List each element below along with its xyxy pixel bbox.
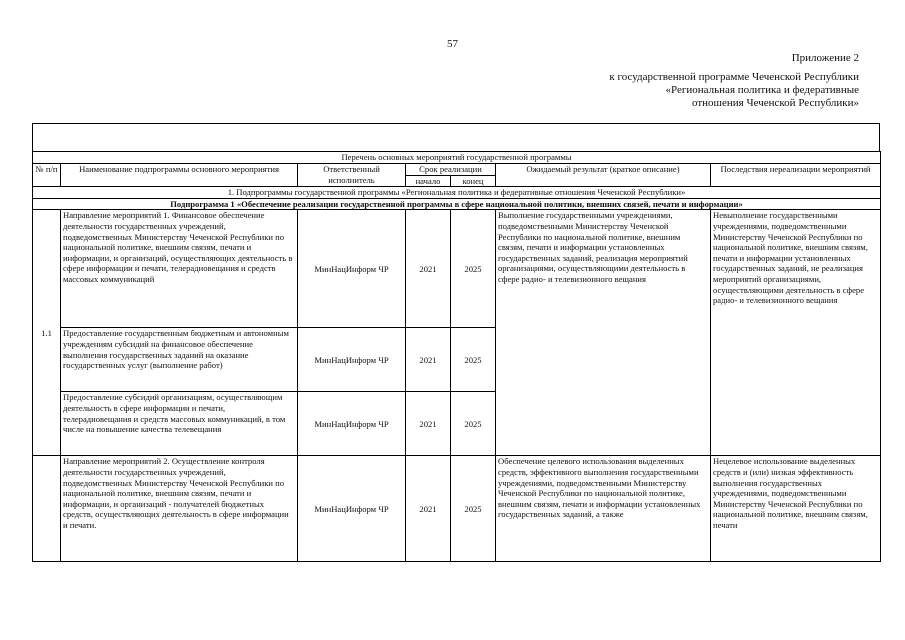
table-caption: Перечень основных мероприятий государственной программы	[33, 152, 881, 164]
table-row	[33, 456, 881, 562]
appendix-line-3: отношения Чеченской Республики»	[691, 97, 859, 109]
measure-executor: МинНацИнформ ЧР	[298, 456, 406, 562]
measure-end: 2025	[451, 456, 496, 562]
measure-start: 2021	[406, 392, 451, 456]
section-row: 1. Подпрограммы государственной программы «Региональная политика и федеративные отношения Чеченской Республики»	[33, 187, 881, 199]
header-result: Ожидаемый результат (краткое описание)	[496, 164, 711, 187]
measure-name: Направление мероприятий 1. Финансовое обеспечение деятельности государственных учреждений, подведомственных Министерству Чеченской Республики по национальной политике, внешним связям, печати и информации, и организаций, осуществляющих деятельность в сфере информации и печати, телерадиовещания и средств массовых коммуникаций	[61, 210, 298, 328]
measure-executor: МинНацИнформ ЧР	[298, 210, 406, 328]
header-name: Наименование подпрограммы основного мероприятия	[61, 164, 298, 187]
header-term: Срок реализации	[406, 164, 496, 176]
measure-executor: МинНацИнформ ЧР	[298, 328, 406, 392]
measure-name: Предоставление субсидий организациям, осуществляющим деятельность в сфере информации и печати, телерадиовещания и средств массовых коммуникаций, в том числе на повышение качества телевещания	[61, 392, 298, 456]
row-number: 1.1	[33, 210, 61, 456]
measures-table	[32, 151, 881, 562]
measure-end: 2025	[451, 210, 496, 328]
measure-executor: МинНацИнформ ЧР	[298, 392, 406, 456]
measure-start: 2021	[406, 210, 451, 328]
header-num: № п/п	[33, 164, 61, 187]
measure-start: 2021	[406, 328, 451, 392]
measure-name: Предоставление государственным бюджетным и автономным учреждениям субсидий на финансовое обеспечение выполнения государственных заданий на оказание государственных услуг (выполнение работ)	[61, 328, 298, 392]
measure-end: 2025	[451, 328, 496, 392]
measure-name: Направление мероприятий 2. Осуществление контроля деятельности государственных учреждений, подведомственных Министерству Чеченской Республики по национальной политике, внешним связям, печати и информации, и организаций - получателей бюджетных средств, осуществляющих деятельность в сфере информации и печати.	[61, 456, 298, 562]
appendix-header	[609, 52, 859, 110]
header-consequences: Последствия нереализации мероприятий	[711, 164, 881, 187]
measure-result: Обеспечение целевого использования выделенных средств, эффективного выполнения государственными учреждениями, подведомственными Министерству Чеченской Республики по национальной политике, внешним связям, печати и информации установленных государственных заданий, а также	[496, 456, 711, 562]
table-row	[33, 210, 881, 328]
measure-start: 2021	[406, 456, 451, 562]
header-end: конец	[451, 175, 496, 187]
measure-consequences: Нецелевое использование выделенных средств и (или) низкая эффективность выполнения государственных учреждениями, подведомственными Министерству Чеченской Республики по национальной политике, внешним связям, печати	[711, 456, 881, 562]
measure-end: 2025	[451, 392, 496, 456]
row-number	[33, 456, 61, 562]
appendix-line-2: «Региональная политика и федеративные	[665, 84, 859, 96]
page-number: 57	[447, 38, 458, 50]
subprogram-row: Подпрограмма 1 «Обеспечение реализации государственной программы в сфере национальной политики, внешних связей, печати и информации»	[33, 198, 881, 210]
appendix-line-1: к государственной программе Чеченской Республики	[609, 71, 859, 83]
measure-consequences: Невыполнение государственными учреждениями, подведомственными Министерству Чеченской Республики по национальной политике, внешним связям, печати и информации установленных государственных заданий, не реализация мероприятий организациями, осуществляющими деятельность в сфере радио- и телевизионного вещания	[711, 210, 881, 456]
measure-result: Выполнение государственными учреждениями, подведомственными Министерству Чеченской Республики по национальной политике, внешним связям, печати и информации установленных государственных заданий, реализация мероприятий организациями, осуществляющими деятельность в сфере радио- и телевизионного вещания	[496, 210, 711, 456]
header-start: начало	[406, 175, 451, 187]
appendix-title: Приложение 2	[791, 52, 859, 64]
header-executor: Ответственный исполнитель	[298, 164, 406, 187]
table-top-frame	[32, 123, 880, 151]
